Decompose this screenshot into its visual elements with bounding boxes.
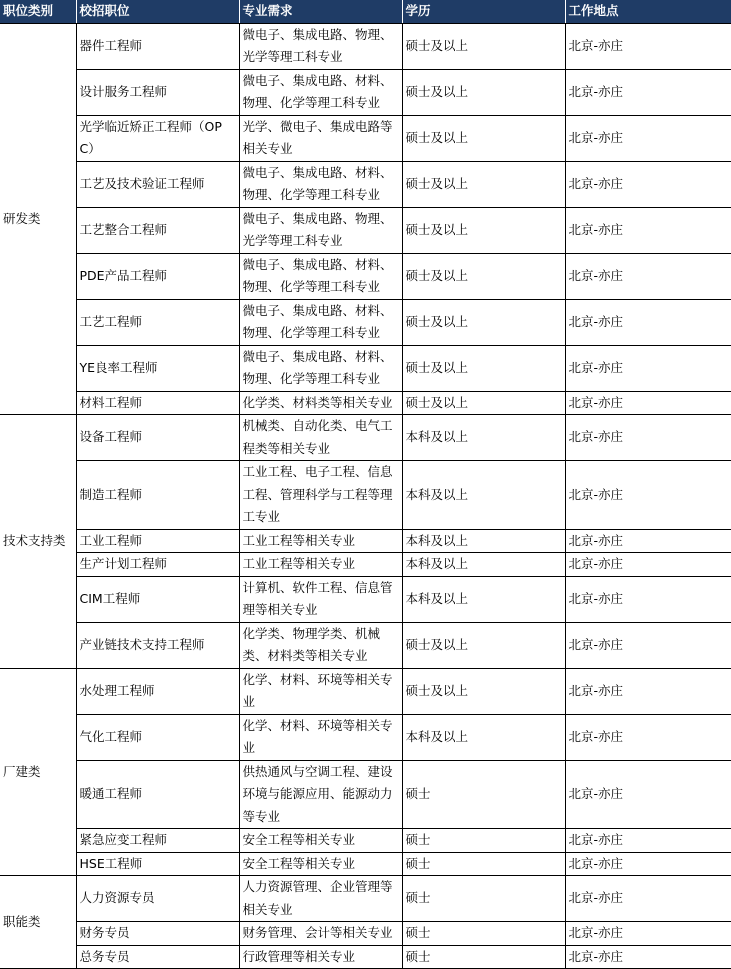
degree-cell: 硕士 xyxy=(402,852,565,876)
major-cell: 工业工程等相关专业 xyxy=(239,553,402,577)
degree-cell: 本科及以上 xyxy=(402,576,565,622)
table-row xyxy=(0,345,731,391)
location-cell: 北京-亦庄 xyxy=(565,415,731,461)
position-cell: 水处理工程师 xyxy=(76,668,239,714)
location-cell: 北京-亦庄 xyxy=(565,714,731,760)
major-cell: 微电子、集成电路、材料、物理、化学等理工科专业 xyxy=(239,299,402,345)
header-category: 职位类别 xyxy=(0,0,76,23)
position-cell: PDE产品工程师 xyxy=(76,253,239,299)
table-row xyxy=(0,553,731,577)
location-cell: 北京-亦庄 xyxy=(565,23,731,69)
table-row xyxy=(0,829,731,853)
degree-cell: 硕士及以上 xyxy=(402,207,565,253)
degree-cell: 硕士及以上 xyxy=(402,69,565,115)
position-cell: 财务专员 xyxy=(76,922,239,946)
location-cell: 北京-亦庄 xyxy=(565,553,731,577)
table-row xyxy=(0,207,731,253)
degree-cell: 硕士 xyxy=(402,829,565,853)
major-cell: 光学、微电子、集成电路等相关专业 xyxy=(239,115,402,161)
position-cell: 生产计划工程师 xyxy=(76,553,239,577)
location-cell: 北京-亦庄 xyxy=(565,345,731,391)
major-cell: 机械类、自动化类、电气工程类等相关专业 xyxy=(239,415,402,461)
degree-cell: 硕士 xyxy=(402,922,565,946)
table-row xyxy=(0,760,731,829)
position-cell: 气化工程师 xyxy=(76,714,239,760)
degree-cell: 硕士 xyxy=(402,876,565,922)
degree-cell: 本科及以上 xyxy=(402,415,565,461)
position-cell: 人力资源专员 xyxy=(76,876,239,922)
table-row xyxy=(0,852,731,876)
table-row xyxy=(0,161,731,207)
position-cell: 工艺整合工程师 xyxy=(76,207,239,253)
location-cell: 北京-亦庄 xyxy=(565,945,731,969)
position-cell: 暖通工程师 xyxy=(76,760,239,829)
degree-cell: 硕士及以上 xyxy=(402,345,565,391)
header-location: 工作地点 xyxy=(565,0,731,23)
major-cell: 微电子、集成电路、材料、物理、化学等理工科专业 xyxy=(239,345,402,391)
location-cell: 北京-亦庄 xyxy=(565,69,731,115)
position-cell: 器件工程师 xyxy=(76,23,239,69)
degree-cell: 硕士 xyxy=(402,945,565,969)
position-cell: 产业链技术支持工程师 xyxy=(76,622,239,668)
header-degree: 学历 xyxy=(402,0,565,23)
table-body xyxy=(0,23,731,969)
table-row xyxy=(0,415,731,461)
major-cell: 化学、材料、环境等相关专业 xyxy=(239,714,402,760)
position-cell: 制造工程师 xyxy=(76,461,239,530)
table-row xyxy=(0,299,731,345)
degree-cell: 硕士及以上 xyxy=(402,668,565,714)
major-cell: 工业工程等相关专业 xyxy=(239,529,402,553)
table-row xyxy=(0,461,731,530)
degree-cell: 硕士及以上 xyxy=(402,391,565,415)
position-cell: YE良率工程师 xyxy=(76,345,239,391)
location-cell: 北京-亦庄 xyxy=(565,668,731,714)
category-cell: 研发类 xyxy=(0,23,76,415)
location-cell: 北京-亦庄 xyxy=(565,760,731,829)
major-cell: 化学、材料、环境等相关专业 xyxy=(239,668,402,714)
table-row xyxy=(0,529,731,553)
major-cell: 微电子、集成电路、材料、物理、化学等理工科专业 xyxy=(239,161,402,207)
degree-cell: 硕士及以上 xyxy=(402,622,565,668)
position-cell: 材料工程师 xyxy=(76,391,239,415)
table-row xyxy=(0,23,731,69)
table-row xyxy=(0,576,731,622)
location-cell: 北京-亦庄 xyxy=(565,115,731,161)
location-cell: 北京-亦庄 xyxy=(565,852,731,876)
major-cell: 人力资源管理、企业管理等相关专业 xyxy=(239,876,402,922)
position-cell: 紧急应变工程师 xyxy=(76,829,239,853)
location-cell: 北京-亦庄 xyxy=(565,876,731,922)
table-row xyxy=(0,922,731,946)
degree-cell: 硕士及以上 xyxy=(402,299,565,345)
category-cell: 技术支持类 xyxy=(0,415,76,669)
position-cell: 工艺工程师 xyxy=(76,299,239,345)
major-cell: 安全工程等相关专业 xyxy=(239,852,402,876)
header-position: 校招职位 xyxy=(76,0,239,23)
major-cell: 化学类、物理学类、机械类、材料类等相关专业 xyxy=(239,622,402,668)
location-cell: 北京-亦庄 xyxy=(565,299,731,345)
degree-cell: 本科及以上 xyxy=(402,553,565,577)
header-major: 专业需求 xyxy=(239,0,402,23)
major-cell: 工业工程、电子工程、信息工程、管理科学与工程等理工专业 xyxy=(239,461,402,530)
major-cell: 行政管理等相关专业 xyxy=(239,945,402,969)
location-cell: 北京-亦庄 xyxy=(565,207,731,253)
location-cell: 北京-亦庄 xyxy=(565,622,731,668)
position-cell: 设备工程师 xyxy=(76,415,239,461)
major-cell: 计算机、软件工程、信息管理等相关专业 xyxy=(239,576,402,622)
table-row xyxy=(0,668,731,714)
table-row xyxy=(0,69,731,115)
location-cell: 北京-亦庄 xyxy=(565,829,731,853)
position-cell: CIM工程师 xyxy=(76,576,239,622)
major-cell: 微电子、集成电路、物理、光学等理工科专业 xyxy=(239,23,402,69)
position-cell: 光学临近矫正工程师（OPC） xyxy=(76,115,239,161)
major-cell: 安全工程等相关专业 xyxy=(239,829,402,853)
degree-cell: 硕士 xyxy=(402,760,565,829)
location-cell: 北京-亦庄 xyxy=(565,576,731,622)
major-cell: 财务管理、会计等相关专业 xyxy=(239,922,402,946)
table-row xyxy=(0,622,731,668)
table-row xyxy=(0,391,731,415)
location-cell: 北京-亦庄 xyxy=(565,461,731,530)
table-row xyxy=(0,714,731,760)
position-cell: HSE工程师 xyxy=(76,852,239,876)
degree-cell: 本科及以上 xyxy=(402,529,565,553)
position-cell: 设计服务工程师 xyxy=(76,69,239,115)
degree-cell: 硕士及以上 xyxy=(402,115,565,161)
table-row xyxy=(0,253,731,299)
major-cell: 供热通风与空调工程、建设环境与能源应用、能源动力等专业 xyxy=(239,760,402,829)
location-cell: 北京-亦庄 xyxy=(565,529,731,553)
position-cell: 总务专员 xyxy=(76,945,239,969)
location-cell: 北京-亦庄 xyxy=(565,161,731,207)
major-cell: 微电子、集成电路、材料、物理、化学等理工科专业 xyxy=(239,253,402,299)
degree-cell: 硕士及以上 xyxy=(402,161,565,207)
degree-cell: 本科及以上 xyxy=(402,714,565,760)
position-cell: 工业工程师 xyxy=(76,529,239,553)
location-cell: 北京-亦庄 xyxy=(565,922,731,946)
location-cell: 北京-亦庄 xyxy=(565,253,731,299)
category-cell: 职能类 xyxy=(0,876,76,969)
degree-cell: 本科及以上 xyxy=(402,461,565,530)
major-cell: 微电子、集成电路、物理、光学等理工科专业 xyxy=(239,207,402,253)
position-cell: 工艺及技术验证工程师 xyxy=(76,161,239,207)
major-cell: 微电子、集成电路、材料、物理、化学等理工科专业 xyxy=(239,69,402,115)
degree-cell: 硕士及以上 xyxy=(402,253,565,299)
location-cell: 北京-亦庄 xyxy=(565,391,731,415)
table-row xyxy=(0,876,731,922)
table-row xyxy=(0,115,731,161)
header-row xyxy=(0,0,731,23)
degree-cell: 硕士及以上 xyxy=(402,23,565,69)
major-cell: 化学类、材料类等相关专业 xyxy=(239,391,402,415)
category-cell: 厂建类 xyxy=(0,668,76,876)
